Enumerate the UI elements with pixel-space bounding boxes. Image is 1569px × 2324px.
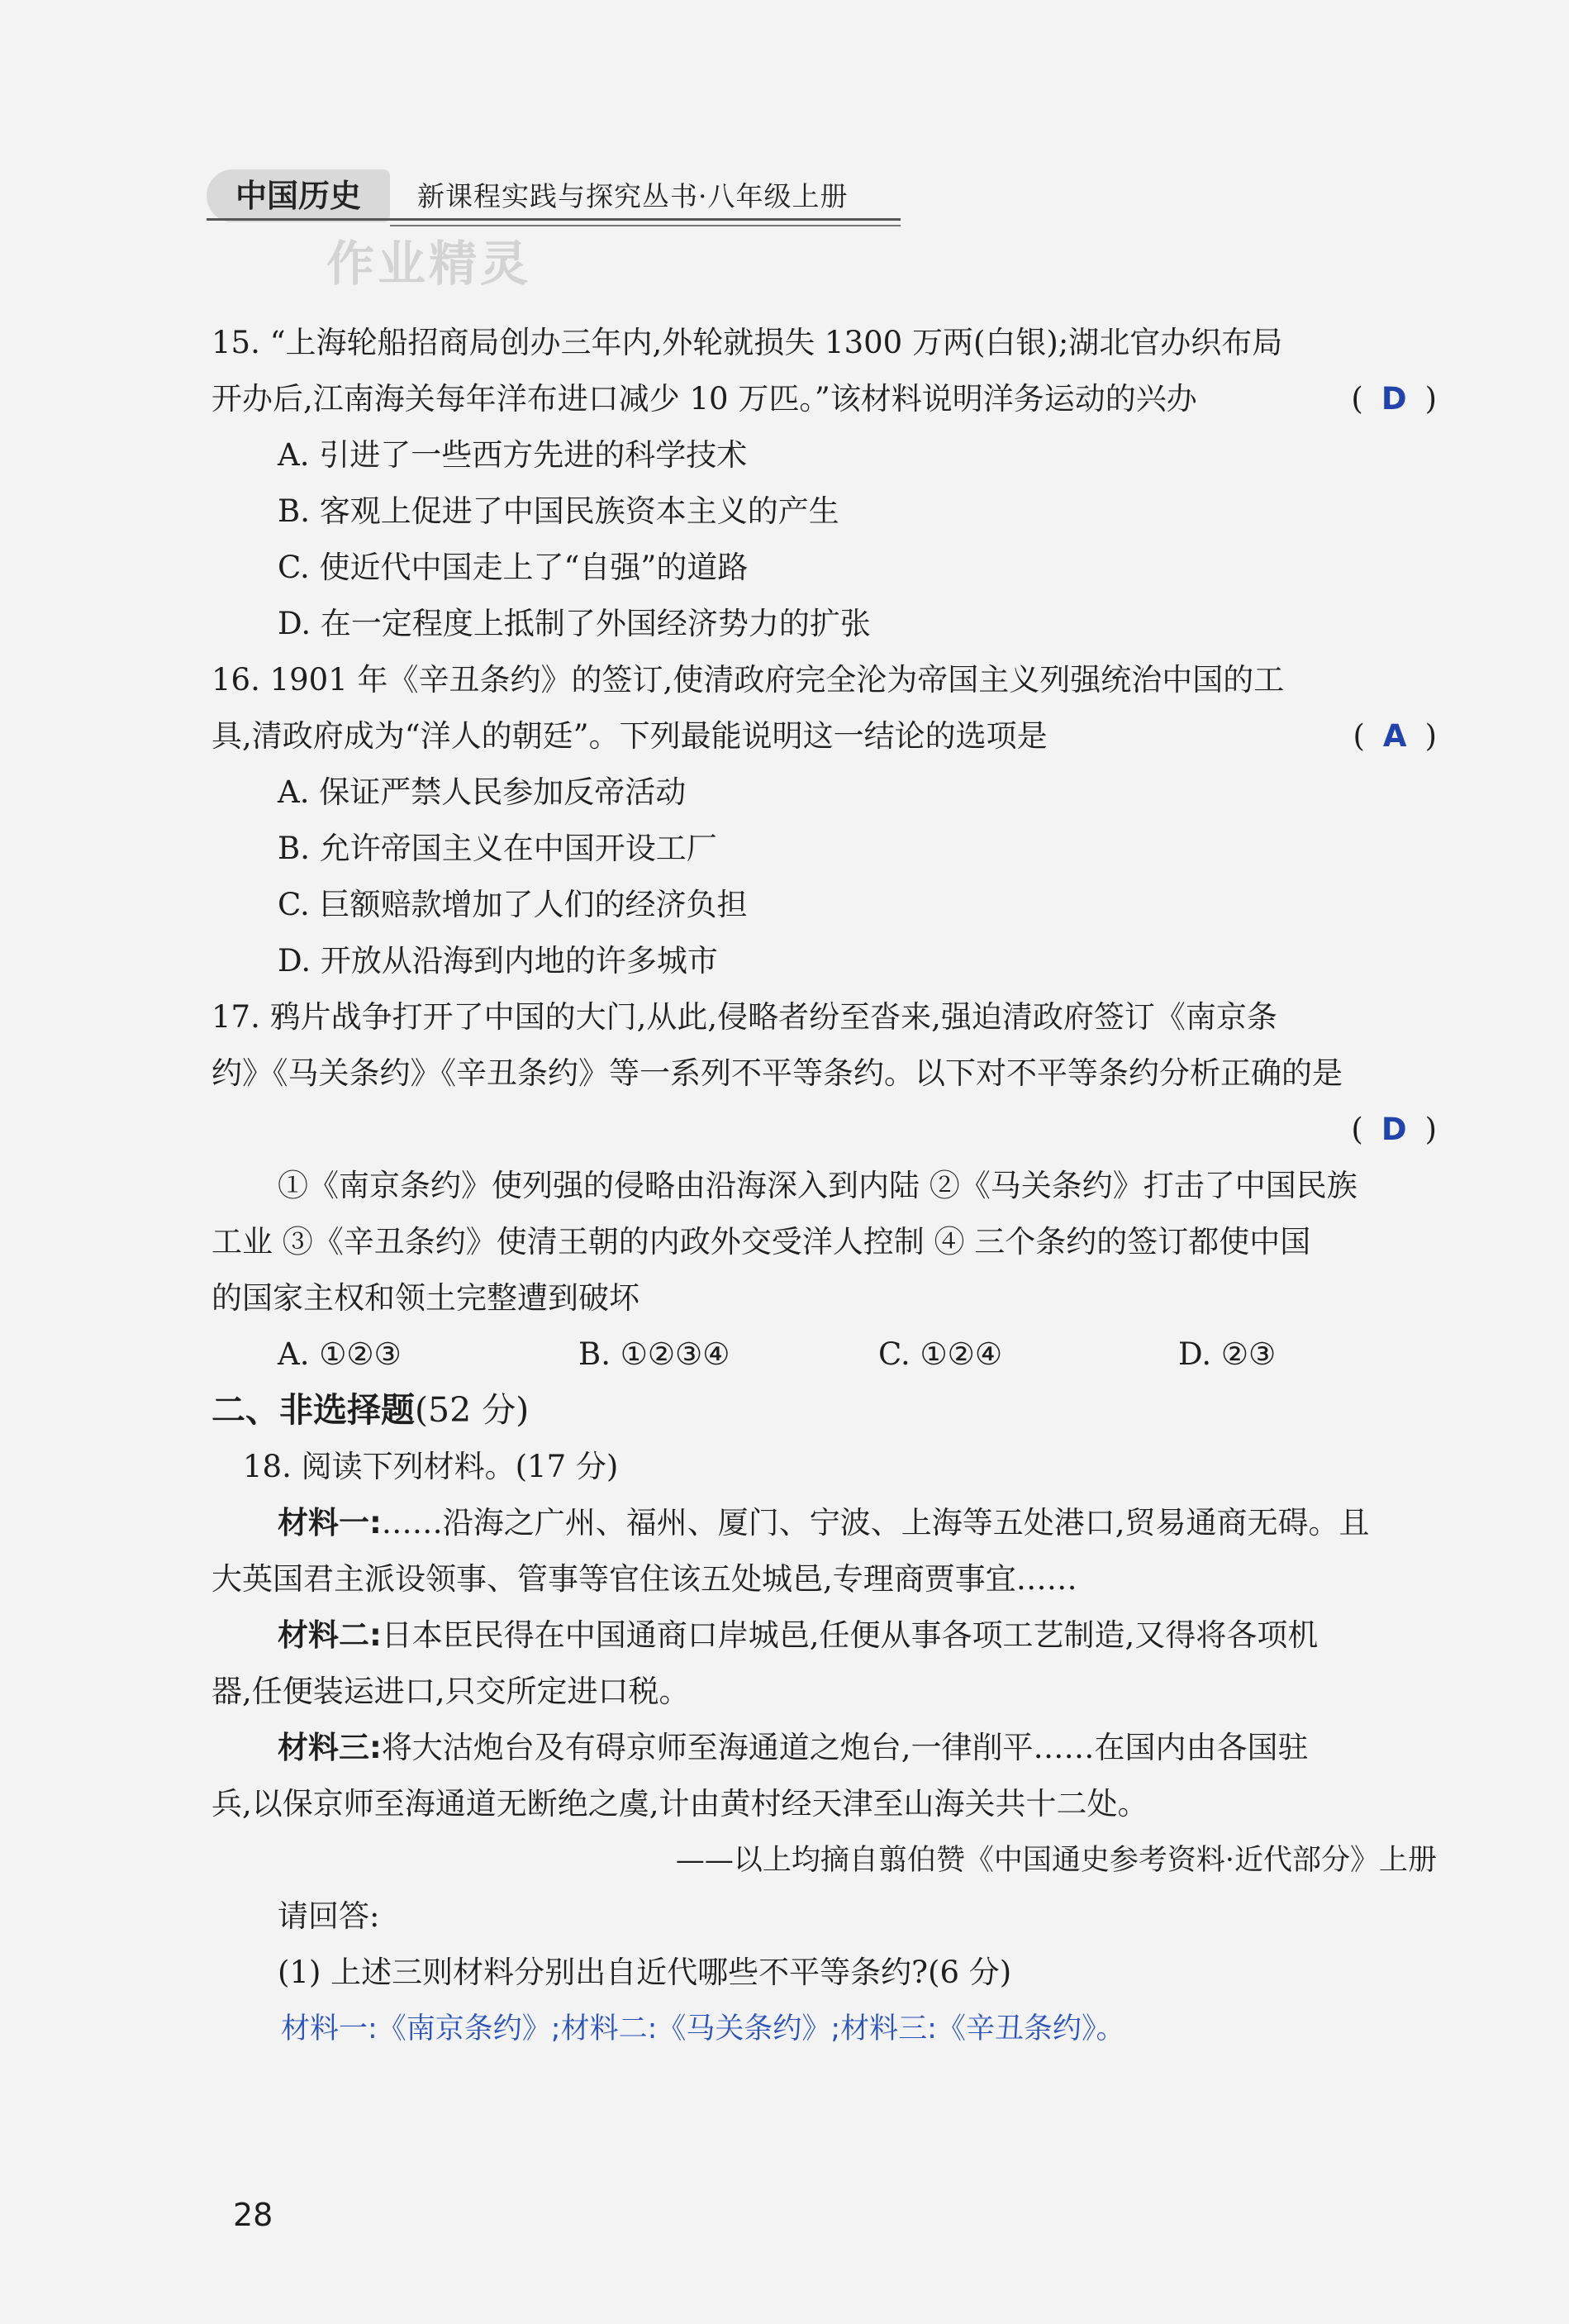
q18-prompt: 请回答: [278, 1898, 380, 1934]
material2-text: 日本臣民得在中国通商口岸城邑,任便从事各项工艺制造,又得将各项机 [381, 1617, 1319, 1653]
material3-text: 将大沽炮台及有碍京师至海通道之炮台,一律削平……在国内由各国驻 [381, 1730, 1309, 1765]
q16-stem-line1: 16. 1901 年《辛丑条约》的签订,使清政府完全沦为帝国主义列强统治中国的工 [212, 662, 1285, 698]
q18-subquestion-1: (1) 上述三则材料分别出自近代哪些不平等条约?(6 分) [278, 1955, 1012, 1990]
header-subtitle: 新课程实践与探究丛书·八年级上册 [417, 180, 849, 212]
q18-material3-line1 [278, 1729, 1309, 1767]
q17-answer-letter: D [1381, 1112, 1407, 1147]
q15-option-d: D. 在一定程度上抵制了外国经济势力的扩张 [278, 606, 871, 641]
q17-option-a: A. ①②③ [278, 1336, 402, 1372]
q17-statement-line2: 工业 ③《辛丑条约》使清王朝的内政外交受洋人控制 ④ 三个条约的签订都使中国 [212, 1224, 1311, 1260]
material1-text: ……沿海之广州、福州、厦门、宁波、上海等五处港口,贸易通商无碍。且 [381, 1505, 1370, 1541]
page-number: 28 [233, 2197, 273, 2233]
q15-stem-line2: 开办后,江南海关每年洋布进口减少 10 万匹。”该材料说明洋务运动的兴办 [212, 381, 1197, 417]
header-rule [207, 218, 901, 221]
q17-stem-line2: 约》《马关条约》《辛丑条约》等一系列不平等条约。以下对不平等条约分析正确的是 [212, 1055, 1343, 1091]
q18-material1-line2: 大英国君主派设领事、管事等官住该五处城邑,专理商贾事宜…… [212, 1561, 1077, 1597]
q15-option-b: B. 客观上促进了中国民族资本主义的产生 [278, 493, 839, 529]
q15-stem-line1: 15. “上海轮船招商局创办三年内,外轮就损失 1300 万两(白银);湖北官办织布局 [212, 325, 1283, 360]
q17-answer: ( D ) [1351, 1112, 1437, 1147]
material1-label: 材料一: [278, 1505, 382, 1541]
material3-label: 材料三: [278, 1730, 382, 1765]
q16-option-d: D. 开放从沿海到内地的许多城市 [278, 943, 718, 979]
q18-intro: 18. 阅读下列材料。(17 分) [243, 1449, 619, 1484]
q17-stem-line1: 17. 鸦片战争打开了中国的大门,从此,侵略者纷至沓来,强迫清政府签订《南京条 [212, 999, 1277, 1035]
q18-subquestion-1-answer: 材料一:《南京条约》;材料二:《马关条约》;材料三:《辛丑条约》。 [281, 2012, 1125, 2045]
section-points: (52 分) [415, 1390, 530, 1430]
q18-material2-line1 [278, 1617, 1318, 1655]
q16-option-b: B. 允许帝国主义在中国开设工厂 [278, 831, 717, 866]
q17-statement-line3: 的国家主权和领土完整遭到破坏 [212, 1280, 639, 1316]
q17-option-d: D. ②③ [1178, 1336, 1277, 1372]
q18-material1-line1 [278, 1504, 1370, 1542]
watermark: 作业精灵 [326, 236, 532, 292]
q18-material3-line2: 兵,以保京师至海通道无断绝之虞,计由黄村经天津至山海关共十二处。 [212, 1786, 1148, 1822]
q16-answer-letter: A [1382, 718, 1407, 754]
q16-option-c: C. 巨额赔款增加了人们的经济负担 [278, 887, 748, 922]
section-title-text: 二、非选择题 [212, 1390, 415, 1430]
q17-statement-line1: ①《南京条约》使列强的侵略由沿海深入到内陆 ②《马关条约》打击了中国民族 [278, 1168, 1357, 1203]
header-tab: 中国历史 [207, 169, 390, 222]
q15-answer-letter: D [1381, 381, 1407, 417]
material2-label: 材料二: [278, 1617, 382, 1653]
q18-source: ——以上均摘自翦伯赞《中国通史参考资料·近代部分》上册 [675, 1844, 1437, 1877]
q18-material2-line2: 器,任便装运进口,只交所定进口税。 [212, 1674, 690, 1709]
q15-answer: ( D ) [1351, 381, 1437, 417]
q17-option-b: B. ①②③④ [578, 1336, 730, 1372]
q16-option-a: A. 保证严禁人民参加反帝活动 [278, 774, 687, 810]
section-title [212, 1390, 529, 1430]
q15-option-c: C. 使近代中国走上了“自强”的道路 [278, 550, 749, 585]
q15-option-a: A. 引进了一些西方先进的科学技术 [278, 437, 748, 473]
q16-answer: ( A ) [1353, 718, 1437, 754]
q16-stem-line2: 具,清政府成为“洋人的朝廷”。下列最能说明这一结论的选项是 [212, 718, 1048, 754]
q17-option-c: C. ①②④ [878, 1336, 1003, 1372]
